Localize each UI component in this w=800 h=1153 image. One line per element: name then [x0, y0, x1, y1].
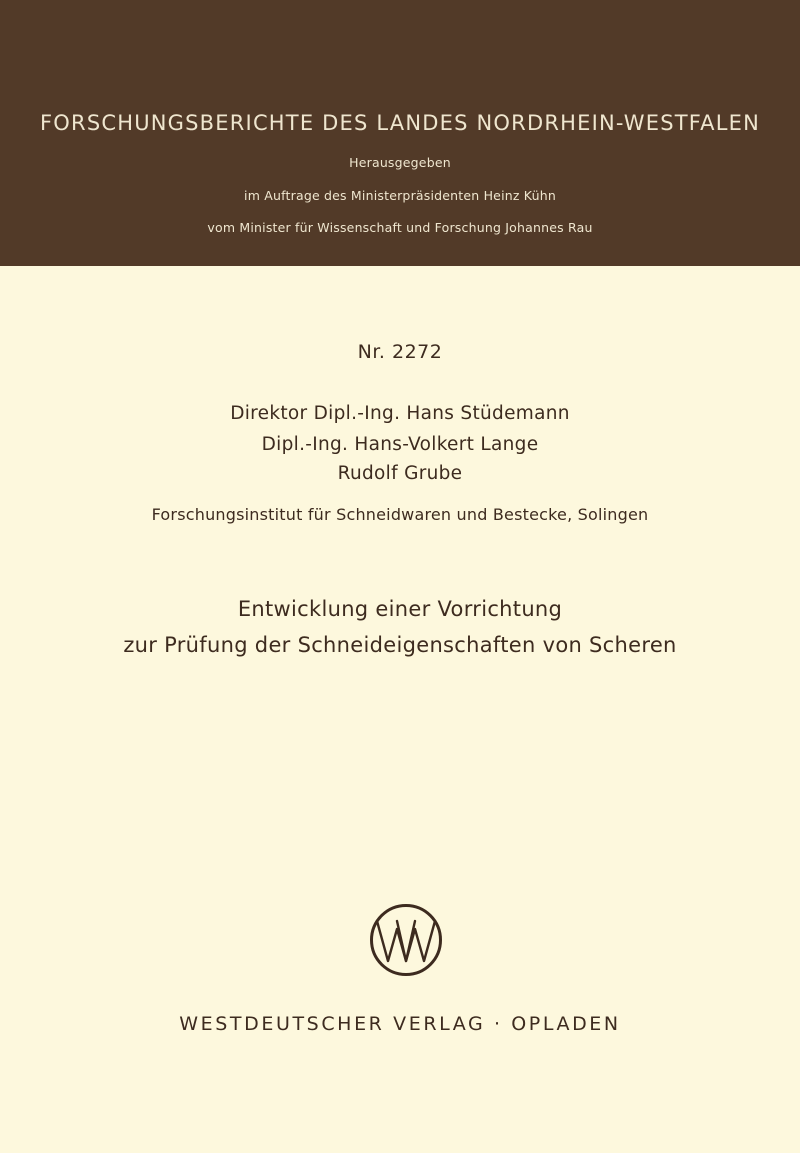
author-2: Dipl.-Ing. Hans-Volkert Lange: [261, 434, 539, 455]
institute: Forschungsinstitut für Schneidwaren und Bestecke, Solingen: [151, 505, 649, 524]
editor-line-2: im Auftrage des Ministerpräsidenten Heinz Kühn: [244, 188, 556, 203]
report-title-line-2: zur Prüfung der Schneideigenschaften von Scheren: [123, 633, 677, 657]
author-3: Rudolf Grube: [337, 463, 463, 484]
publisher-ww-logo-icon: [369, 903, 443, 977]
author-1: Direktor Dipl.-Ing. Hans Stüdemann: [230, 403, 570, 424]
report-number: Nr. 2272: [357, 341, 443, 363]
editor-line-1: Herausgegeben: [349, 155, 451, 170]
editor-line-3: vom Minister für Wissenschaft und Forschung Johannes Rau: [207, 220, 593, 235]
report-title-line-1: Entwicklung einer Vorrichtung: [237, 597, 563, 621]
publisher-name: WESTDEUTSCHER VERLAG · OPLADEN: [179, 1013, 621, 1035]
header-band: [0, 0, 800, 266]
series-title: FORSCHUNGSBERICHTE DES LANDES NORDRHEIN-WESTFALEN: [40, 111, 760, 135]
